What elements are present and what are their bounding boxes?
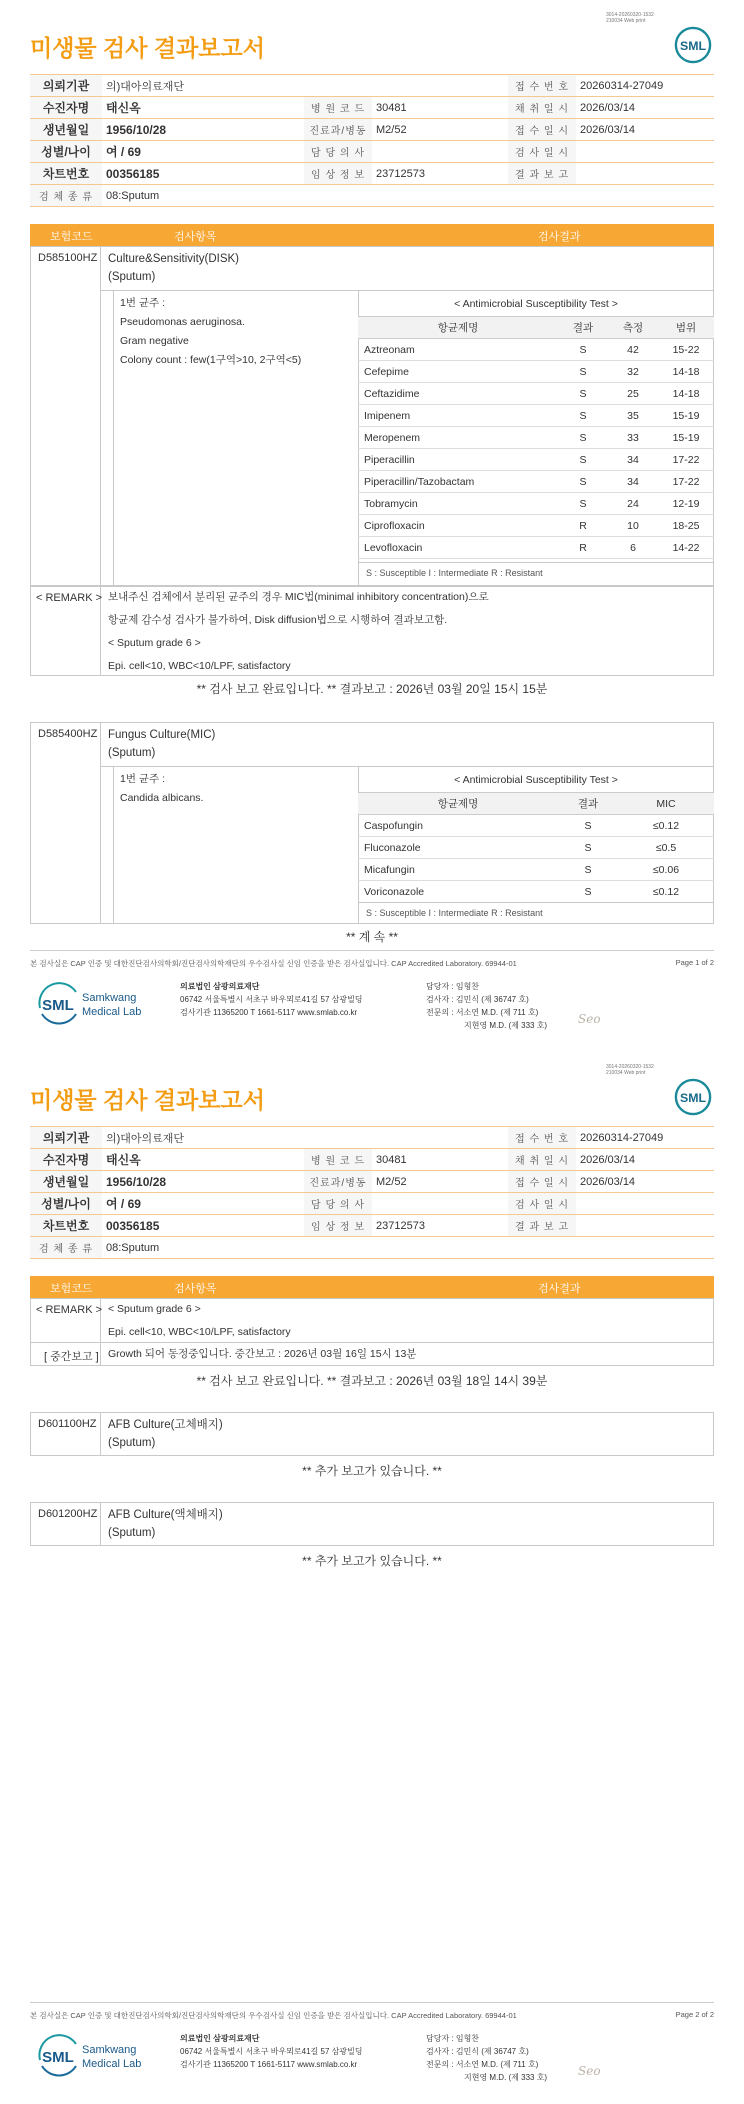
sml-logo-icon (674, 26, 712, 64)
ast-row: Cefepime S 32 14-18 (358, 361, 714, 383)
signature: Seo (578, 1012, 601, 1026)
organism-info: 1번 균주 : Pseudomonas aeruginosa. Gram negative Colony count : few(1구역>10, 2구역<5) (120, 297, 302, 366)
ast-row: Fluconazole S ≤0.5 (358, 837, 714, 859)
report-page-2 (0, 1052, 744, 2104)
staff-info: 담당자 : 임형찬 검사자 : 김민식 (제 36747 호) 전문의 : 서소연 M.D. (제 711 호) 지현영 M.D. (제 333 호) (426, 982, 548, 1030)
ast-row: Levofloxacin R 6 14-22 (358, 537, 714, 559)
ast-legend: S : Susceptible I : Intermediate R : Resistant (366, 568, 543, 578)
interim-text: Growth 되어 동정중입니다. 중간보고 : 2026년 03월 16일 15시 13분 (108, 1348, 417, 1360)
lab-info: 의료법인 삼광의료재단 06742 서울특별시 서초구 바우뫼로41길 57 삼광빌딩 검사기관 11365200 T 1661-5117 www.smlab.co.kr (180, 982, 363, 1017)
organism-info: 1번 균주 : Candida albicans. (120, 773, 204, 804)
print-mark: 3014-20260320-1532 210034 Web print (606, 1064, 654, 1076)
remark-label: < REMARK > (36, 1304, 103, 1316)
remark-text: < Sputum grade 6 > Epi. cell<10, WBC<10/LPF, satisfactory (108, 1303, 291, 1338)
svg-text:Medical Lab: Medical Lab (82, 2058, 142, 2070)
more-report-note: ** 추가 보고가 있습니다. ** (302, 1554, 442, 1568)
more-report-note: ** 추가 보고가 있습니다. ** (302, 1464, 442, 1478)
ast-row: Imipenem S 35 15-19 (358, 405, 714, 427)
page-number: Page 2 of 2 (675, 2010, 714, 2019)
signature: Seo (578, 2064, 601, 2078)
interim-label: [ 중간보고 ] (44, 1351, 99, 1363)
samkwang-logo-icon (36, 2030, 166, 2078)
svg-text:SML: SML (679, 38, 707, 53)
ast-row: Voriconazole S ≤0.12 (358, 881, 714, 903)
ast-row: Caspofungin S ≤0.12 (358, 815, 714, 837)
ast-row: Aztreonam S 42 15-22 (358, 339, 714, 361)
report-complete: ** 검사 보고 완료입니다. ** 결과보고 : 2026년 03월 20일 15시 15분 (196, 682, 548, 696)
svg-text:Medical Lab: Medical Lab (82, 1006, 142, 1018)
cap-notice: 본 검사실은 CAP 인증 및 대한진단검사의학회/진단검사의학재단의 우수검사실 신임 인증을 받은 검사실입니다. CAP Accredited Laboratory. 69944-01 (30, 2011, 517, 2020)
ast-row: Ciprofloxacin R 10 18-25 (358, 515, 714, 537)
lab-info: 의료법인 삼광의료재단 06742 서울특별시 서초구 바우뫼로41길 57 삼광빌딩 검사기관 11365200 T 1661-5117 www.smlab.co.kr (180, 2034, 363, 2069)
svg-text:SML: SML (42, 2049, 74, 2066)
results-header: 보험코드 검사항목 검사결과 (30, 224, 714, 246)
report-complete: ** 검사 보고 완료입니다. ** 결과보고 : 2026년 03월 18일 14시 39분 (196, 1374, 548, 1388)
report-title: 미생물 검사 결과보고서 (30, 35, 265, 61)
ast-table: 항균제명 결과 측정 범위 Aztreonam S 42 15-22 Cefepime S 32 14-18 Ceftazidime S 25 14-18 Imipenem S 35 15-19 Meropenem S 33 15-19 Piperacillin S 34 17-22 Piperacillin/Tazobactam S 34 17-22 Tobramycin S 24 12-19 Ciprofloxacin R 10 18-25 Levofloxacin R 6 14-22 (358, 316, 714, 559)
svg-text:Samkwang: Samkwang (82, 2044, 137, 2056)
test-name: Fungus Culture(MIC) (Sputum) (108, 729, 216, 759)
svg-text:SML: SML (679, 1090, 707, 1105)
test-code: D585400HZ (38, 728, 98, 740)
patient-info-table: 의뢰기관 의)대아의료재단 접 수 번 호 20260314-27049 수진자명 태신옥 병 원 코 드 30481 채 취 일 시 2026/03/14 생년월일 1956/10/28 진료과/병동 M2/52 접 수 일 시 2026/03/14 성별/나이 여 / 69 담 당 의 사 검 사 일 시 차트번호 00356185 임 상 정 보 23712573 결 과 보 고 검 체 종 류 08:Sputum (30, 74, 714, 207)
cap-notice: 본 검사실은 CAP 인증 및 대한진단검사의학회/진단검사의학재단의 우수검사실 신임 인증을 받은 검사실입니다. CAP Accredited Laboratory. 69944-01 (30, 959, 517, 968)
ast-row: Piperacillin S 34 17-22 (358, 449, 714, 471)
ast-row: Tobramycin S 24 12-19 (358, 493, 714, 515)
test-code: D601100HZ (38, 1418, 97, 1430)
continued-note: ** 계 속 ** (346, 930, 398, 944)
page-number: Page 1 of 2 (675, 958, 714, 967)
test-code: D585100HZ (38, 252, 98, 264)
sml-logo-icon (674, 1078, 712, 1116)
ast-legend: S : Susceptible I : Intermediate R : Resistant (366, 908, 543, 918)
remark-text: 보내주신 검체에서 분리된 균주의 경우 MIC법(minimal inhibitory concentration)으로 항균제 감수성 검사가 불가하여, Disk diffusion법으로 시행하여 결과보고함. < Sputum grade 6 > Epi. cell<10, WBC<10/LPF, satisfactory (108, 591, 489, 672)
remark-label: < REMARK > (36, 592, 103, 604)
ast-row: Meropenem S 33 15-19 (358, 427, 714, 449)
test-code: D601200HZ (38, 1508, 98, 1520)
test-name: AFB Culture(액체배지) (Sputum) (108, 1509, 223, 1539)
ast-row: Ceftazidime S 25 14-18 (358, 383, 714, 405)
ast-title: < Antimicrobial Susceptibility Test > (454, 298, 618, 310)
results-header: 보험코드 검사항목 검사결과 (30, 1276, 714, 1298)
ast-title: < Antimicrobial Susceptibility Test > (454, 774, 618, 786)
ast-row: Piperacillin/Tazobactam S 34 17-22 (358, 471, 714, 493)
print-mark: 3014-20260320-1532 210034 Web print (606, 12, 654, 24)
samkwang-logo-icon (36, 978, 166, 1026)
svg-text:Samkwang: Samkwang (82, 992, 137, 1004)
svg-text:SML: SML (42, 997, 74, 1014)
mic-table: 항균제명 결과 MIC Caspofungin S ≤0.12 Fluconazole S ≤0.5 Micafungin S ≤0.06 Voriconazole S ≤0.12 (358, 792, 714, 903)
staff-info: 담당자 : 임형찬 검사자 : 김민식 (제 36747 호) 전문의 : 서소연 M.D. (제 711 호) 지현영 M.D. (제 333 호) (426, 2034, 548, 2082)
test-name: AFB Culture(고체배지) (Sputum) (108, 1419, 223, 1449)
ast-row: Micafungin S ≤0.06 (358, 859, 714, 881)
patient-info-table: 의뢰기관 의)대아의료재단 접 수 번 호 20260314-27049 수진자명 태신옥 병 원 코 드 30481 채 취 일 시 2026/03/14 생년월일 1956/10/28 진료과/병동 M2/52 접 수 일 시 2026/03/14 성별/나이 여 / 69 담 당 의 사 검 사 일 시 차트번호 00356185 임 상 정 보 23712573 결 과 보 고 검 체 종 류 08:Sputum (30, 1126, 714, 1259)
test-name: Culture&Sensitivity(DISK) (Sputum) (108, 253, 240, 283)
report-title: 미생물 검사 결과보고서 (30, 1087, 265, 1113)
